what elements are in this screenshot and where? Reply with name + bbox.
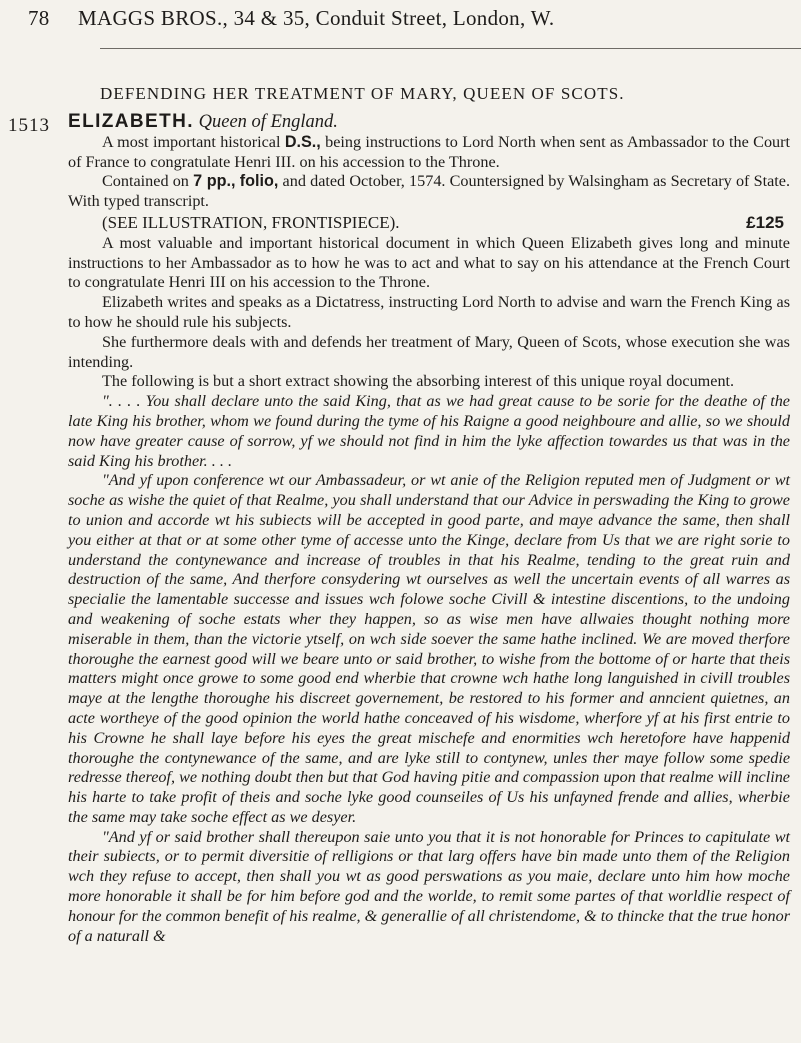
- intro-paragraph: [68, 133, 790, 173]
- extract-paragraph: "And yf or said brother shall thereupon saie unto you that it is not honorable for Princes to capitulate wt their subiects, or to permit diversitie of relligions or that larg offers have bin made unto them of the Religion wch they refuse to accept, then shall you wt as good perswations as you maie, declare unto him how moche more honorable it shall be for him before god and the worlde, to remit some partes of that worldlie respect of honour for the common benefit of his realme, & generallie of all christendome, & to thincke that the true honor of a naturall &: [68, 827, 790, 945]
- intro-text-rest: being instructions to Lord North when sent as Ambassador to the Court of France to congratulate Henri III. on his accession to the Throne.: [68, 132, 791, 171]
- extract-paragraph: "And yf upon conference wt our Ambassadeur, or wt anie of the Religion reputed men of Judgment or wt soche as wishe the quiet of that Realme, you shall understand that our Advice in perswading the King to growe to union and accorde wt his subiects will be accepted in good parte, and maye advance the same, then shall you either at that or at some other tyme of accesse unto the Kinge, declare from Us that we are right sorie to understand the contynewance and increase of troubles in that his Realme, tending to the great ruin and destruction of the same, And therfore consydering wt ourselves as well the uncertain events of all warres as specialie the lamentable successe and issues wch folowe soche Civill & intestine discentions, to the undoing and weakening of soche estats wher they happen, so as wise men have allwaies thought nothing more miserable in them, than the victorie ytself, on wch side soever the same hathe inclined. We are moved therfore thoroughe the earnest good will we beare unto or said brother, to wishe from the bottome of or harte that theis matters might once growe to some good end wherbie that crowne wch hathe long languished in civill troubles maye at the lengthe thoroughe his discreet governement, be restored to his former and anncient quietnes, an acte wortheye of the good opinion the world hathe conceaved of his wisdome, wherfore yf at his first entrie to his Crowne he shall laye before his eyes the great mischefe and enormities wch heretofore have happenid thoroughe the contynewance of the same, and are lyke still to contynew, unles ther maye follow some spedie redresse thereof, we nothing doubt then but that God having pitie and compassion upon that realme will incline his harte to take profit of theis and soche lyke good counseiles of Us his unfayned frende and allies, wherbie the same may take soche effect as we desyer.: [68, 471, 790, 826]
- catalogue-title: MAGGS BROS., 34 & 35, Conduit Street, London, W.: [78, 6, 555, 30]
- physical-text-rest: and dated October, 1574. Countersigned by Walsingham as Secretary of State. With typed transcript.: [68, 172, 791, 211]
- author-line: [68, 112, 790, 133]
- page-count: 7 pp.,: [193, 172, 236, 191]
- physical-description: [68, 172, 790, 212]
- description-paragraph: Elizabeth writes and speaks as a Dictatress, instructing Lord North to advise and warn the French King as to how he should rule his subjects.: [68, 293, 790, 331]
- description-paragraph: The following is but a short extract showing the absorbing interest of this unique royal document.: [102, 372, 735, 391]
- reference-line: [68, 213, 790, 233]
- description-paragraph: A most valuable and important historical document in which Queen Elizabeth gives long and minute instructions to her Ambassador as to how he was to act and what to say on his attendance at the French Court to congratulate Henri III on his accession to the Throne.: [68, 233, 790, 292]
- illustration-reference: (SEE ILLUSTRATION, FRONTISPIECE).: [102, 212, 400, 232]
- catalogue-entry: [68, 112, 790, 946]
- running-head: [28, 6, 801, 31]
- extract-paragraph: ". . . . You shall declare unto the said King, that as we had great cause to be sorie for the deathe of the late King his brother, whom we found during the tyme of his Raigne a good neighboure and allie, so we should now have greater cause of sorrow, yf we should not find in him the lyke affection towardes us that was in the said King his brother. . . .: [68, 392, 790, 470]
- author-description: Queen of England.: [198, 112, 338, 132]
- intro-text: A most important historical: [102, 132, 281, 151]
- price: £125: [746, 212, 784, 232]
- physical-text: Contained on: [102, 172, 189, 191]
- author-name: ELIZABETH.: [68, 111, 194, 132]
- document-type: D.S.,: [284, 132, 321, 151]
- section-heading: DEFENDING HER TREATMENT OF MARY, QUEEN OF SCOTS.: [100, 84, 625, 103]
- description-paragraph: She furthermore deals with and defends her treatment of Mary, Queen of Scots, whose execution she was intending.: [68, 332, 790, 371]
- page-number: 78: [28, 6, 50, 30]
- header-rule: [100, 48, 801, 49]
- item-number: 1513: [8, 115, 50, 136]
- format: folio,: [239, 172, 279, 191]
